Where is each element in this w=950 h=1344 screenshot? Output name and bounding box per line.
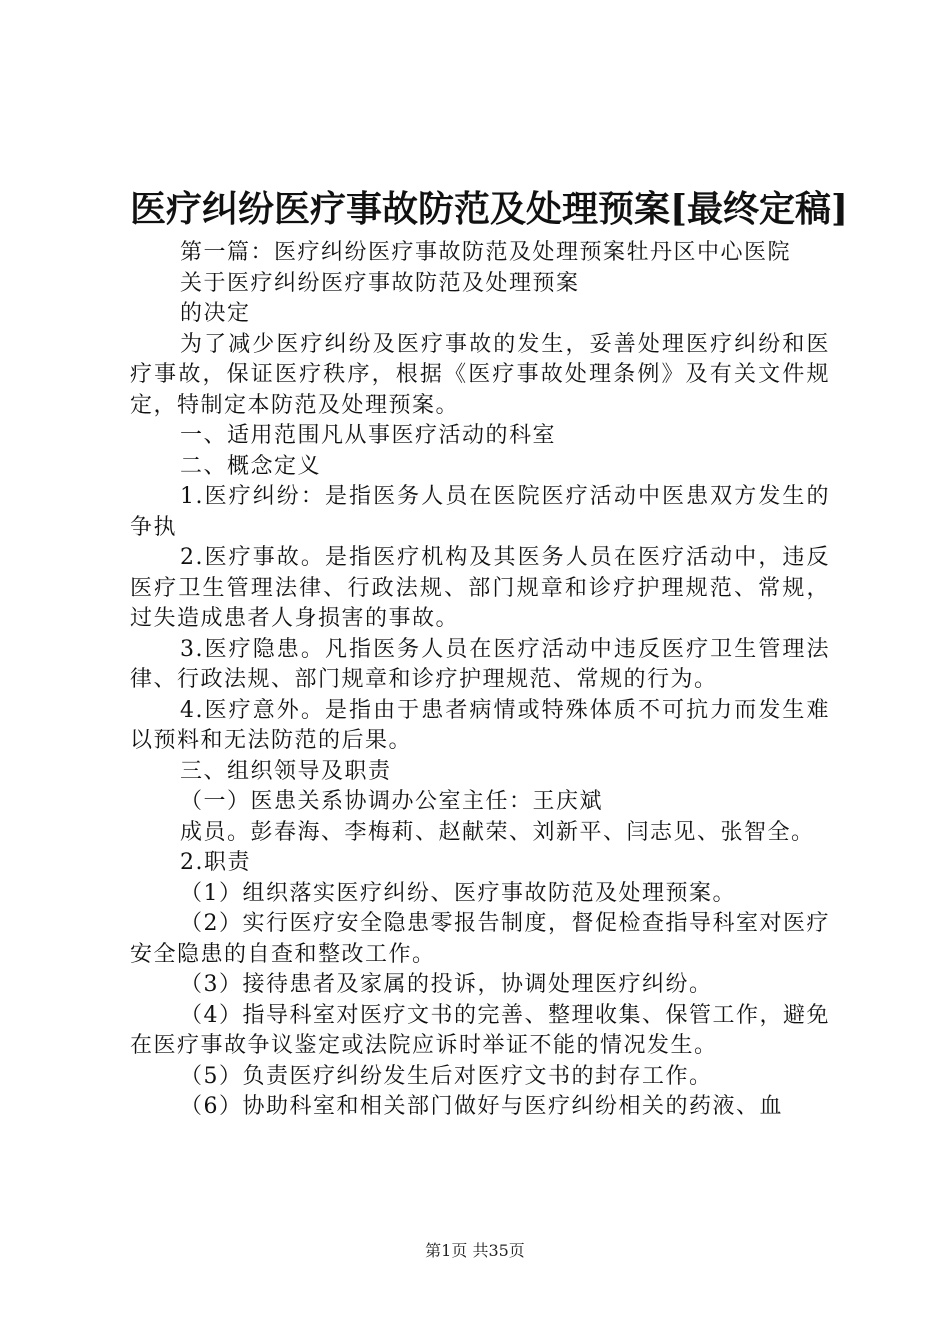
document-title: 医疗纠纷医疗事故防范及处理预案[最终定稿] [130,188,849,230]
paragraph: 第一篇：医疗纠纷医疗事故防范及处理预案牡丹区中心医院 [180,240,792,265]
paragraph: 二、概念定义 [180,453,322,479]
paragraph: （5）负责医疗纠纷发生后对医疗文书的封存工作。 [180,1063,713,1089]
paragraph: 4.医疗意外。是指由于患者病情或特殊体质不可抗力而发生难以预料和无法防范的后果。 [130,697,830,753]
paragraph: 关于医疗纠纷医疗事故防范及处理预案 [180,270,580,296]
document-body [130,238,830,1123]
paragraph: （4）指导科室对医疗文书的完善、整理收集、保管工作，避免在医疗事故争议鉴定或法院应诉时举证不能的情况发生。 [130,1002,830,1058]
paragraph: 3.医疗隐患。凡指医务人员在医疗活动中违反医疗卫生管理法律、行政法规、部门规章和诊疗护理规范、常规的行为。 [130,636,830,692]
paragraph: 一、适用范围凡从事医疗活动的科室 [180,423,557,448]
paragraph: （一）医患关系协调办公室主任：王庆斌 [180,789,604,814]
paragraph: （2）实行医疗安全隐患零报告制度，督促检查指导科室对医疗安全隐患的自查和整改工作。 [130,911,830,967]
paragraph: （3）接待患者及家属的投诉，协调处理医疗纠纷。 [180,972,713,997]
page-footer: 第1页 共35页 [425,1241,525,1260]
paragraph: 成员。彭春海、李梅莉、赵献荣、刘新平、闫志见、张智全。 [180,819,815,845]
paragraph: 2.医疗事故。是指医疗机构及其医务人员在医疗活动中，违反医疗卫生管理法律、行政法规、部门规章和诊疗护理规范、常规，过失造成患者人身损害的事故。 [130,545,830,631]
paragraph: （1）组织落实医疗纠纷、医疗事故防范及处理预案。 [180,880,736,906]
paragraph: 2.职责 [180,850,251,875]
paragraph: 的决定 [180,301,251,326]
paragraph: 三、组织领导及职责 [180,758,392,784]
paragraph: 1.医疗纠纷：是指医务人员在医院医疗活动中医患双方发生的争执 [130,484,830,540]
paragraph: （6）协助科室和相关部门做好与医疗纠纷相关的药液、血 [180,1094,783,1119]
paragraph: 为了减少医疗纠纷及医疗事故的发生，妥善处理医疗纠纷和医疗事故，保证医疗秩序，根据《医疗事故处理条例》及有关文件规定，特制定本防范及处理预案。 [130,331,830,418]
